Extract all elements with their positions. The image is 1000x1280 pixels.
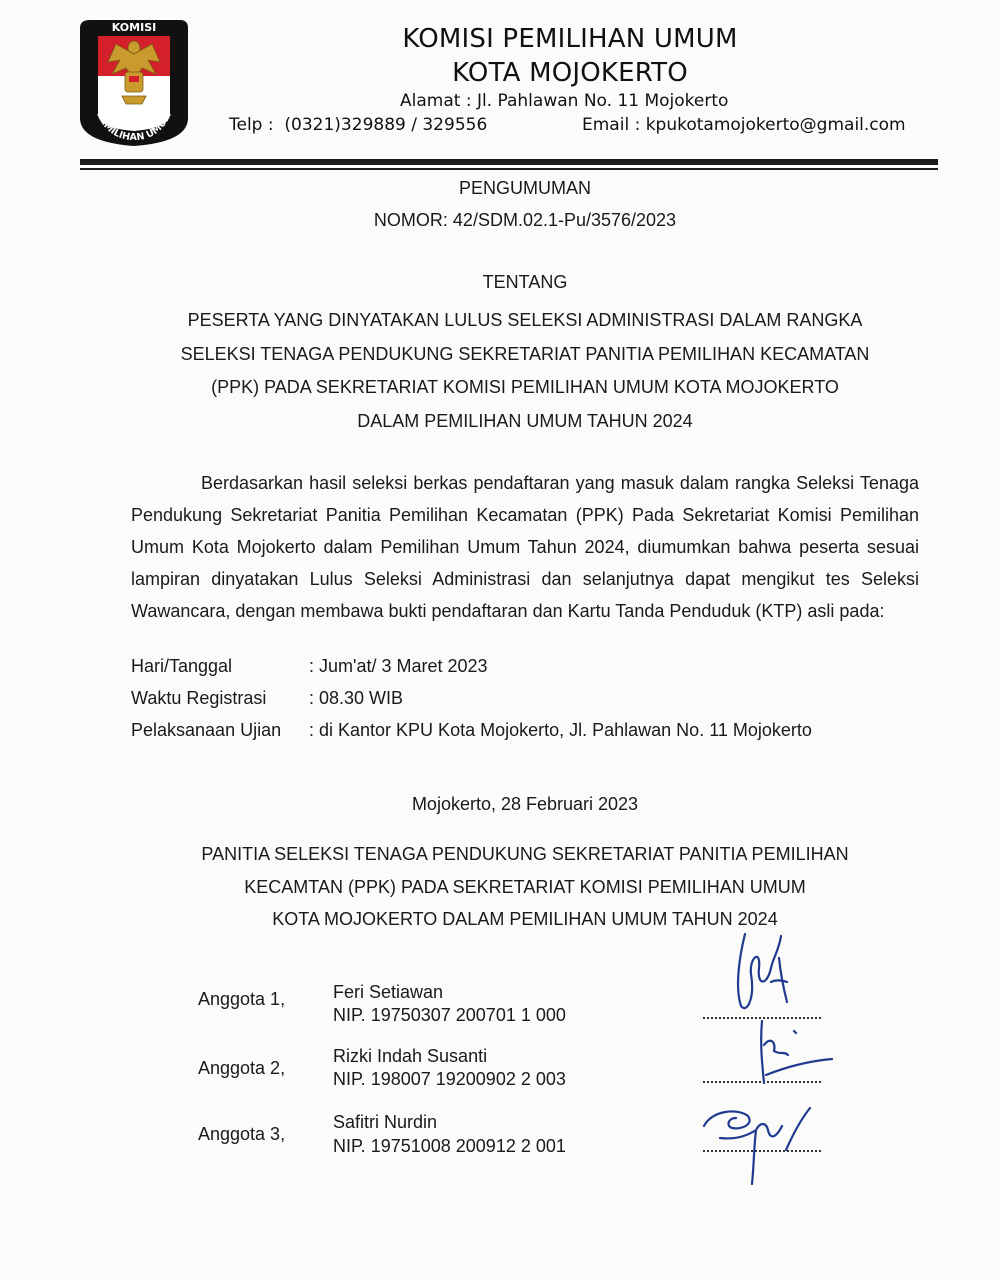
signatory-nip: NIP. 19751008 200912 2 001 xyxy=(333,1136,566,1156)
signatory-name: Safitri Nurdin xyxy=(333,1112,438,1132)
org-address: Alamat : Jl. Pahlawan No. 11 Mojokerto xyxy=(400,91,729,111)
document-number: NOMOR: 42/SDM.02.1-Pu/3576/2023 xyxy=(373,210,677,230)
signature-1-icon xyxy=(715,928,805,1018)
signatory-name: Rizki Indah Susanti xyxy=(333,1046,488,1066)
org-email: Email : kpukotamojokerto@gmail.com xyxy=(582,115,906,135)
org-city: KOTA MOJOKERTO xyxy=(452,58,688,88)
detail-row-venue xyxy=(131,720,812,741)
logo-text-top: KOMISI xyxy=(111,21,157,34)
document-title: PENGUMUMAN xyxy=(458,178,591,198)
committee-line: PANITIA SELEKSI TENAGA PENDUKUNG SEKRETARIAT PANITIA PEMILIHAN xyxy=(201,844,849,864)
signatory-nip: NIP. 19750307 200701 1 000 xyxy=(333,1005,566,1025)
detail-value: : Jum'at/ 3 Maret 2023 xyxy=(309,656,488,676)
signatory-name: Feri Setiawan xyxy=(333,982,444,1002)
detail-value: : di Kantor KPU Kota Mojokerto, Jl. Pahlawan No. 11 Mojokerto xyxy=(309,720,812,740)
committee-line: KECAMTAN (PPK) PADA SEKRETARIAT KOMISI PEMILIHAN UMUM xyxy=(244,876,806,897)
signatory-role: Anggota 2, xyxy=(198,1058,286,1078)
subject-line: PESERTA YANG DINYATAKAN LULUS SELEKSI ADMINISTRASI DALAM RANGKA xyxy=(187,310,863,330)
signature-3-icon xyxy=(698,1096,828,1191)
detail-label: Hari/Tanggal xyxy=(131,656,233,676)
document-subject xyxy=(100,304,950,438)
subject-line: SELEKSI TENAGA PENDUKUNG SEKRETARIAT PANITIA PEMILIHAN KECAMATAN xyxy=(180,343,870,364)
signatory-role: Anggota 3, xyxy=(198,1124,286,1144)
org-telp: Telp : (0321)329889 / 329556 xyxy=(229,115,488,135)
kpu-logo-icon xyxy=(76,14,192,148)
detail-row-time xyxy=(131,688,403,709)
detail-label: Waktu Registrasi xyxy=(131,688,267,708)
document-about: TENTANG xyxy=(482,272,568,292)
committee-line: KOTA MOJOKERTO DALAM PEMILIHAN UMUM TAHUN 2024 xyxy=(272,909,778,929)
signatory-nip: NIP. 198007 19200902 2 003 xyxy=(333,1069,566,1089)
org-name: KOMISI PEMILIHAN UMUM xyxy=(402,24,738,54)
letterhead-divider-thin xyxy=(80,168,938,170)
subject-line: (PPK) PADA SEKRETARIAT KOMISI PEMILIHAN UMUM KOTA MOJOKERTO xyxy=(211,377,839,397)
subject-line: DALAM PEMILIHAN UMUM TAHUN 2024 xyxy=(357,410,693,431)
detail-value: : 08.30 WIB xyxy=(309,688,404,708)
letterhead-divider xyxy=(80,159,938,165)
signature-2-icon xyxy=(740,1015,840,1090)
signatory-role: Anggota 1, xyxy=(198,989,286,1009)
place-date: Mojokerto, 28 Februari 2023 xyxy=(411,794,639,814)
detail-label: Pelaksanaan Ujian xyxy=(131,720,282,740)
committee-name xyxy=(100,838,950,936)
detail-row-date xyxy=(131,656,488,677)
logo-text-bottom: PEMILIHAN UMUM xyxy=(94,110,174,144)
body-paragraph: Berdasarkan hasil seleksi berkas pendaftaran yang masuk dalam rangka Seleksi Tenaga Pendukung Sekretariat Panitia Pemilihan Kecamatan (PPK) Pada Sekretariat Komisi Pemilihan Umum Kota Mojokerto dalam Pemilihan Umum Tahun 2024, diumumkan bahwa peserta sesuai lampiran dinyatakan Lulus Seleksi Administrasi dan selanjutnya dapat mengikut tes Seleksi Wawancara, dengan membawa bukti pendaftaran dan Kartu Tanda Penduduk (KTP) asli pada: xyxy=(131,473,919,621)
